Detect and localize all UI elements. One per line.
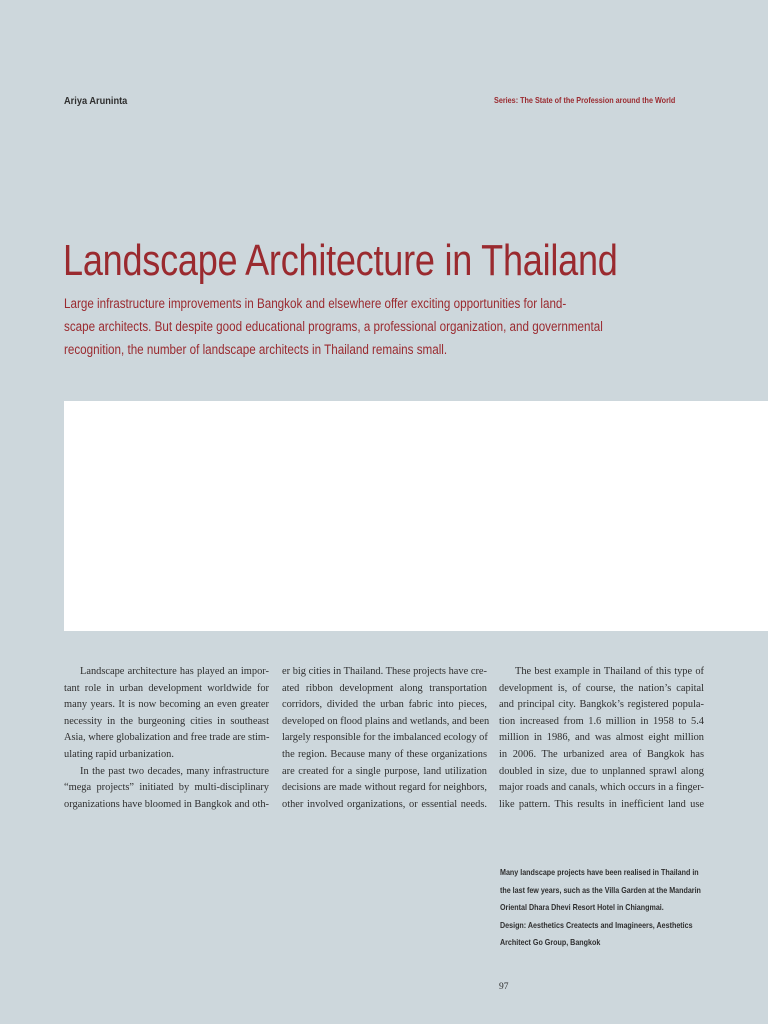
body-line: Asia, where globalization and free trade are stim- — [64, 732, 270, 744]
body-column-3 — [499, 664, 704, 813]
body-column-2 — [282, 664, 490, 813]
body-line: necessity in the burgeoning cities in southeast — [64, 715, 269, 727]
body-line: and principal city. Bangkok’s registered popula- — [499, 699, 704, 711]
body-line: other involved organizations, or essential needs. — [282, 798, 487, 810]
lead-line: recognition, the number of landscape architects in Thailand remains small. — [64, 342, 448, 357]
lead-line: scape architects. But despite good educational programs, a professional organization, and governmental — [64, 319, 603, 334]
body-line: largely responsible for the imbalanced ecology of — [282, 732, 488, 744]
body-line: are created for a single purpose, land utilization — [282, 765, 487, 777]
body-line: corridors, divided the urban fabric into pieces, — [282, 699, 487, 711]
series-label: Series: The State of the Profession around the World — [493, 95, 675, 105]
body-line: “mega projects” initiated by multi-disciplinary — [64, 782, 269, 794]
caption-line: Oriental Dhara Dhevi Resort Hotel in Chiangmai. — [500, 902, 664, 913]
body-line: development is, of course, the nation’s capital — [499, 682, 704, 694]
body-line: tant role in urban development worldwide for — [64, 682, 269, 694]
caption-line: Architect Go Group, Bangkok — [500, 937, 601, 948]
body-line: er big cities in Thailand. These projects have cre- — [282, 666, 487, 677]
body-line: ulating rapid urbanization. — [64, 748, 174, 760]
body-line: in 2006. The urbanized area of Bangkok has — [499, 748, 704, 760]
body-line: tion increased from 1.6 million in 1958 to 5.4 — [499, 715, 704, 727]
body-line: The best example in Thailand of this type of — [515, 666, 704, 677]
caption-line: Design: Aesthetics Creatects and Imagineers, Aesthetics — [500, 919, 693, 930]
article-lead — [64, 292, 603, 361]
body-line: the region. Because many of these organizations — [282, 748, 487, 760]
caption-line: the last few years, such as the Villa Garden at the Mandarin — [500, 884, 701, 895]
body-line: In the past two decades, many infrastructure — [80, 765, 269, 777]
photo-caption — [500, 864, 715, 952]
body-line: many years. It is now becoming an even greater — [64, 699, 269, 711]
caption-line: Many landscape projects have been realised in Thailand in — [500, 867, 699, 877]
body-line: major roads and canals, which occurs in a finger- — [499, 782, 704, 794]
body-column-1 — [64, 664, 269, 813]
page-number: 97 — [499, 982, 509, 992]
body-line: Landscape architecture has played an impor- — [80, 666, 269, 677]
article-title: Landscape Architecture in Thailand — [63, 236, 618, 285]
body-line: organizations have bloomed in Bangkok and oth- — [64, 798, 269, 810]
body-line: million in 1986, and was almost eight million — [499, 732, 704, 744]
body-line: decisions are made without regard for neighbors, — [282, 782, 487, 794]
article-photo — [64, 401, 768, 631]
body-line: like pattern. This results in inefficient land use — [499, 798, 704, 810]
lead-line: Large infrastructure improvements in Bangkok and elsewhere offer exciting opportunities for land- — [64, 296, 567, 311]
body-line: doubled in size, due to unplanned sprawl along — [499, 765, 704, 777]
author-name: Ariya Aruninta — [64, 95, 128, 107]
body-line: developed on flood plains and wetlands, and been — [282, 715, 490, 727]
body-line: ated ribbon development along transportation — [282, 682, 487, 694]
